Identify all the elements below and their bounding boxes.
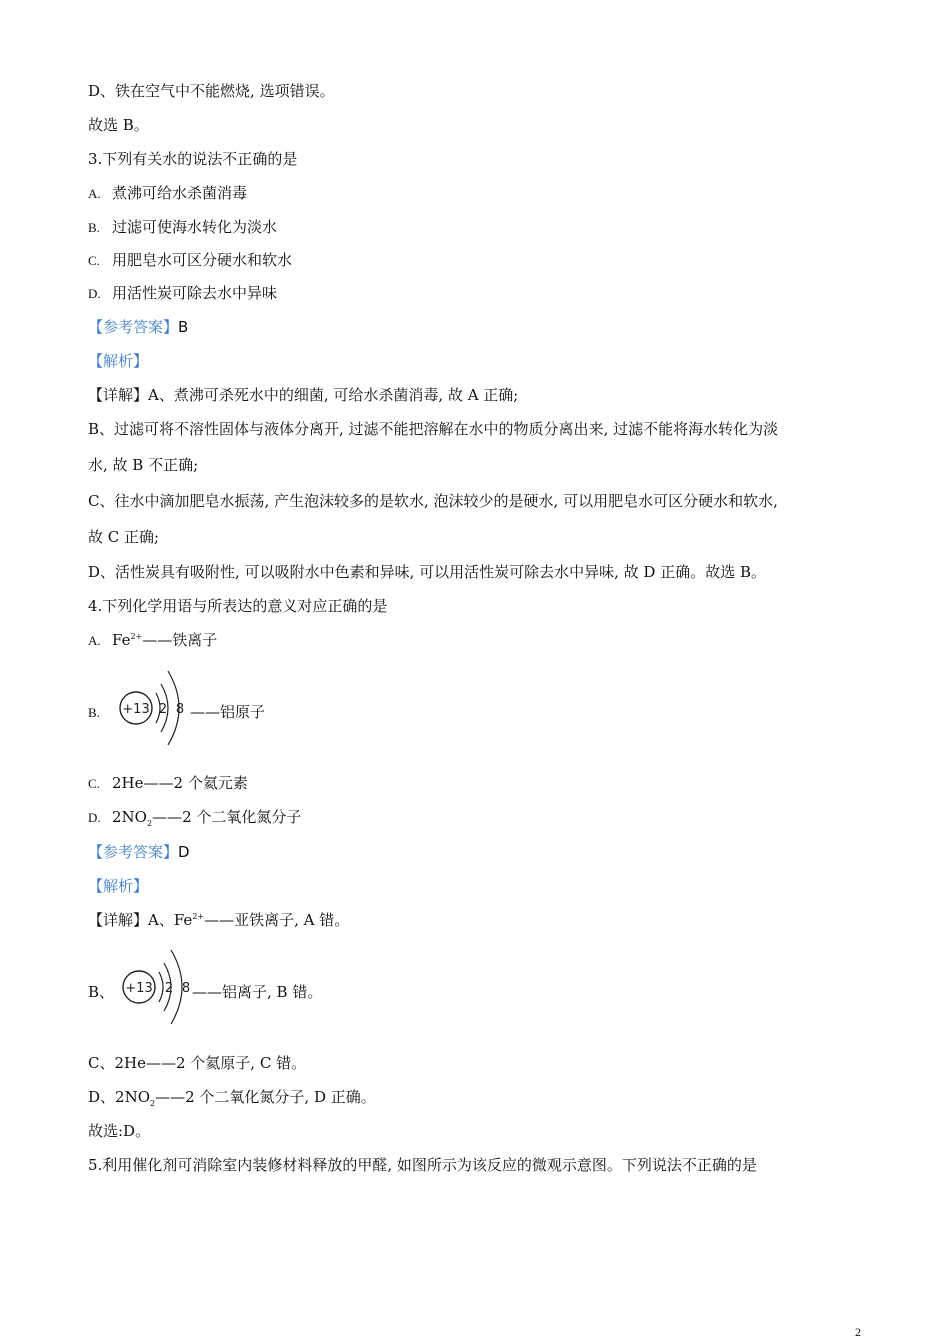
option-3d: D. 用活性炭可除去水中异味: [88, 284, 278, 302]
detail-3d: D、活性炭具有吸附性, 可以吸附水中色素和异味, 可以用活性炭可除去水中异味, 故 D 正确。故选 B。: [88, 563, 766, 581]
nucleus-charge: +13: [122, 702, 150, 717]
detail-4b: B、: [88, 983, 115, 1001]
option-4b: B.: [88, 705, 100, 720]
nucleus-charge: +13: [125, 981, 153, 996]
detail-label: 【详解】: [88, 911, 149, 929]
option-4c: C. 2He——2 个氦元素: [88, 774, 248, 792]
detail-4a: 【详解】A、$Fe^{2+}——$亚铁离子, A 错。: [88, 911, 350, 929]
analysis-label: 【解析】: [88, 877, 149, 895]
option-3c: C. 用肥皂水可区分硬水和软水: [88, 251, 293, 269]
aluminum-ion-diagram: [115, 945, 195, 1031]
question-4: 4.下列化学用语与所表达的意义对应正确的是: [88, 597, 388, 615]
option-3a: A. 煮沸可给水杀菌消毒: [88, 184, 248, 202]
shell-1-count: 2: [158, 702, 168, 717]
detail-3c-cont: 故 C 正确;: [88, 528, 160, 546]
answer-label: 【参考答案】: [88, 318, 179, 336]
option-3b: B. 过滤可使海水转化为淡水: [88, 218, 278, 236]
page-number: 2: [855, 1325, 861, 1339]
detail-label: 【详解】: [88, 386, 149, 404]
detail-4b-text: ——铝离子, B 错。: [192, 983, 323, 1001]
text-line: D、铁在空气中不能燃烧, 选项错误。: [88, 82, 335, 100]
shell-2-count: 8: [175, 702, 185, 717]
detail-3c: C、往水中滴加肥皂水振荡, 产生泡沫较多的是软水, 泡沫较少的是硬水, 可以用肥皂水可区分硬水和软水,: [88, 492, 778, 510]
detail-3a: 【详解】A、煮沸可杀死水中的细菌, 可给水杀菌消毒, 故 A 正确;: [88, 386, 519, 404]
option-4d: D. $2NO_2——2$ 个二氧化氮分子: [88, 808, 302, 828]
shell-2-count: 8: [181, 981, 191, 996]
option-4a: A. $Fe^{2+}——$铁离子: [88, 631, 218, 649]
detail-3b-cont: 水, 故 B 不正确;: [88, 456, 199, 474]
answer-value: B: [178, 318, 189, 336]
shell-1-count: 2: [164, 981, 174, 996]
answer-3: [88, 317, 188, 337]
text-line: 故选 B。: [88, 116, 149, 134]
answer-4: [88, 842, 190, 862]
detail-4c: C、2He——2 个氦原子, C 错。: [88, 1054, 307, 1072]
conclusion-4: 故选:D。: [88, 1122, 151, 1140]
answer-value: D: [178, 843, 190, 861]
option-4b-text: ——铝原子: [190, 703, 266, 721]
answer-label: 【参考答案】: [88, 843, 179, 861]
detail-3b: B、过滤可将不溶性固体与液体分离开, 过滤不能把溶解在水中的物质分离出来, 过滤不能将海水转化为淡: [88, 420, 779, 438]
question-5: 5.利用催化剂可消除室内装修材料释放的甲醛, 如图所示为该反应的微观示意图。下列说法不正确的是: [88, 1156, 757, 1174]
aluminum-atom-diagram: [112, 665, 192, 751]
question-3: 3.下列有关水的说法不正确的是: [88, 150, 298, 168]
analysis-label: 【解析】: [88, 352, 149, 370]
detail-4d: D、$2NO_2——2$ 个二氧化氮分子, D 正确。: [88, 1088, 376, 1108]
